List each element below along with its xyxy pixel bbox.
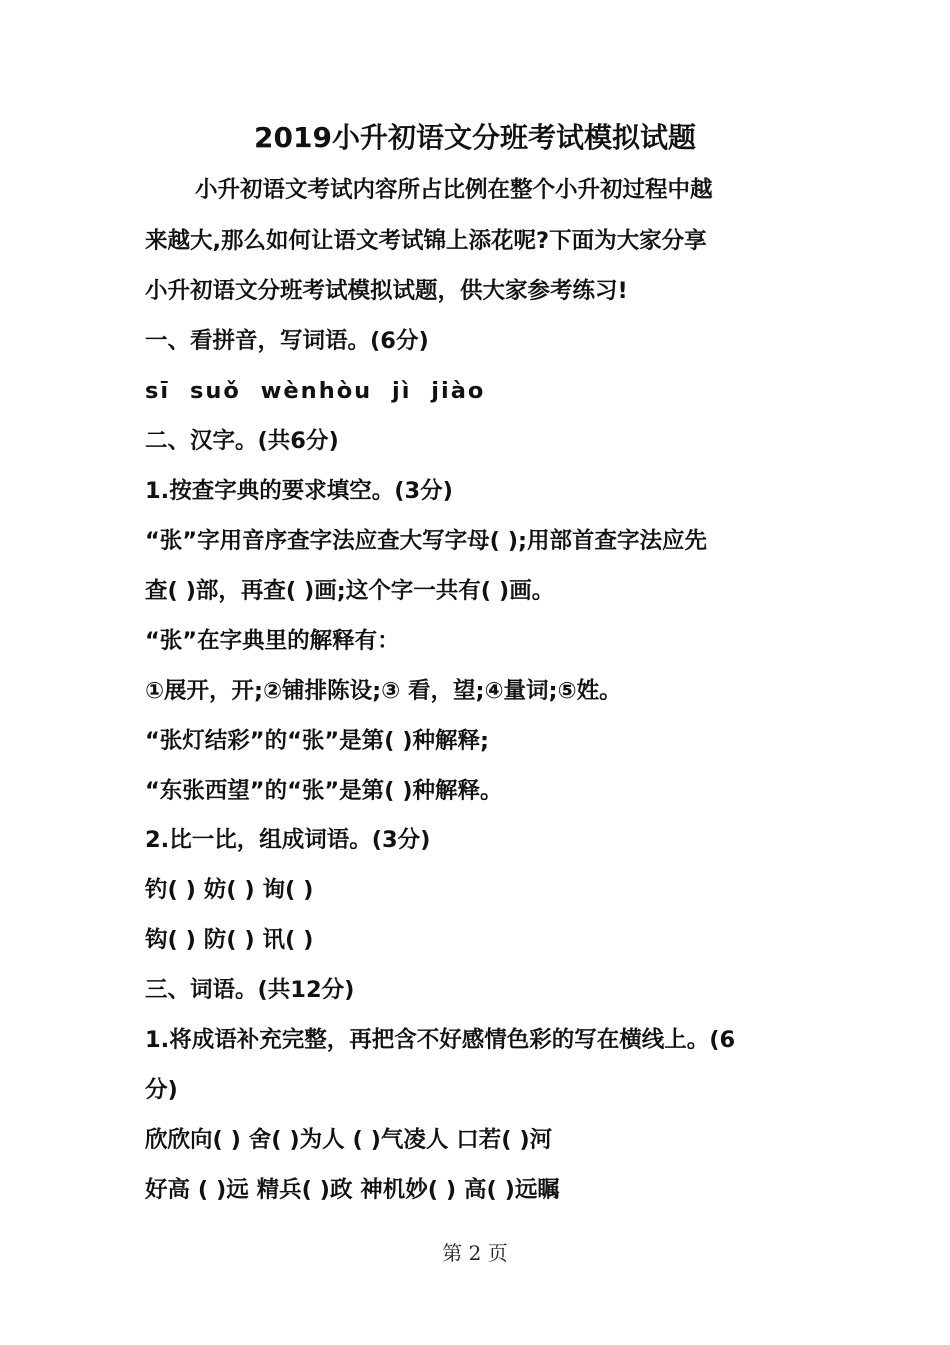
section2-q2-row-2: 钩( ) 防( ) 讯( ) (145, 927, 314, 953)
section2-q1-text-2: 查( )部，再查( )画;这个字一共有( )画。 (145, 578, 555, 604)
section3-heading: 三、词语。(共12分) (145, 977, 355, 1003)
section3-q1-row-1: 欣欣向( ) 舍( )为人 ( )气凌人 口若( )河 (145, 1127, 553, 1153)
section2-q1-text-5: “张灯结彩”的“张”是第( )种解释; (145, 728, 490, 754)
intro-line-1: 小升初语文考试内容所占比例在整个小升初过程中越 (195, 177, 713, 203)
section2-q1-text-3: “张”在字典里的解释有： (145, 628, 400, 654)
page-number: 第 2 页 (442, 1241, 508, 1265)
section2-q2-row-1: 钓( ) 妨( ) 询( ) (145, 877, 314, 903)
document-title: 2019小升初语文分班考试模拟试题 (254, 121, 696, 154)
section2-heading: 二、汉字。(共6分) (145, 428, 339, 454)
section3-q1-heading-1: 1.将成语补充完整，再把含不好感情色彩的写在横线上。(6 (145, 1027, 736, 1053)
section2-q2-heading: 2.比一比，组成词语。(3分) (145, 827, 431, 853)
section2-q1-heading: 1.按查字典的要求填空。(3分) (145, 478, 453, 504)
intro-line-2: 来越大,那么如何让语文考试锦上添花呢?下面为大家分享 (145, 228, 707, 254)
section2-q1-text-6: “东张西望”的“张”是第( )种解释。 (145, 778, 503, 804)
section2-q1-text-4: ①展开，开;②铺排陈设;③ 看，望;④量词;⑤姓。 (145, 678, 622, 704)
intro-line-3: 小升初语文分班考试模拟试题，供大家参考练习! (145, 278, 628, 304)
section2-q1-text-1: “张”字用音序查字法应查大写字母( );用部首查字法应先 (145, 528, 707, 554)
section1-pinyin: sī suǒ wènhòu jì jiào (145, 378, 486, 404)
section3-q1-row-2: 好高 ( )远 精兵( )政 神机妙( ) 高( )远瞩 (145, 1177, 560, 1203)
section3-q1-heading-2: 分) (145, 1077, 178, 1103)
section1-heading: 一、看拼音，写词语。(6分) (145, 328, 429, 354)
